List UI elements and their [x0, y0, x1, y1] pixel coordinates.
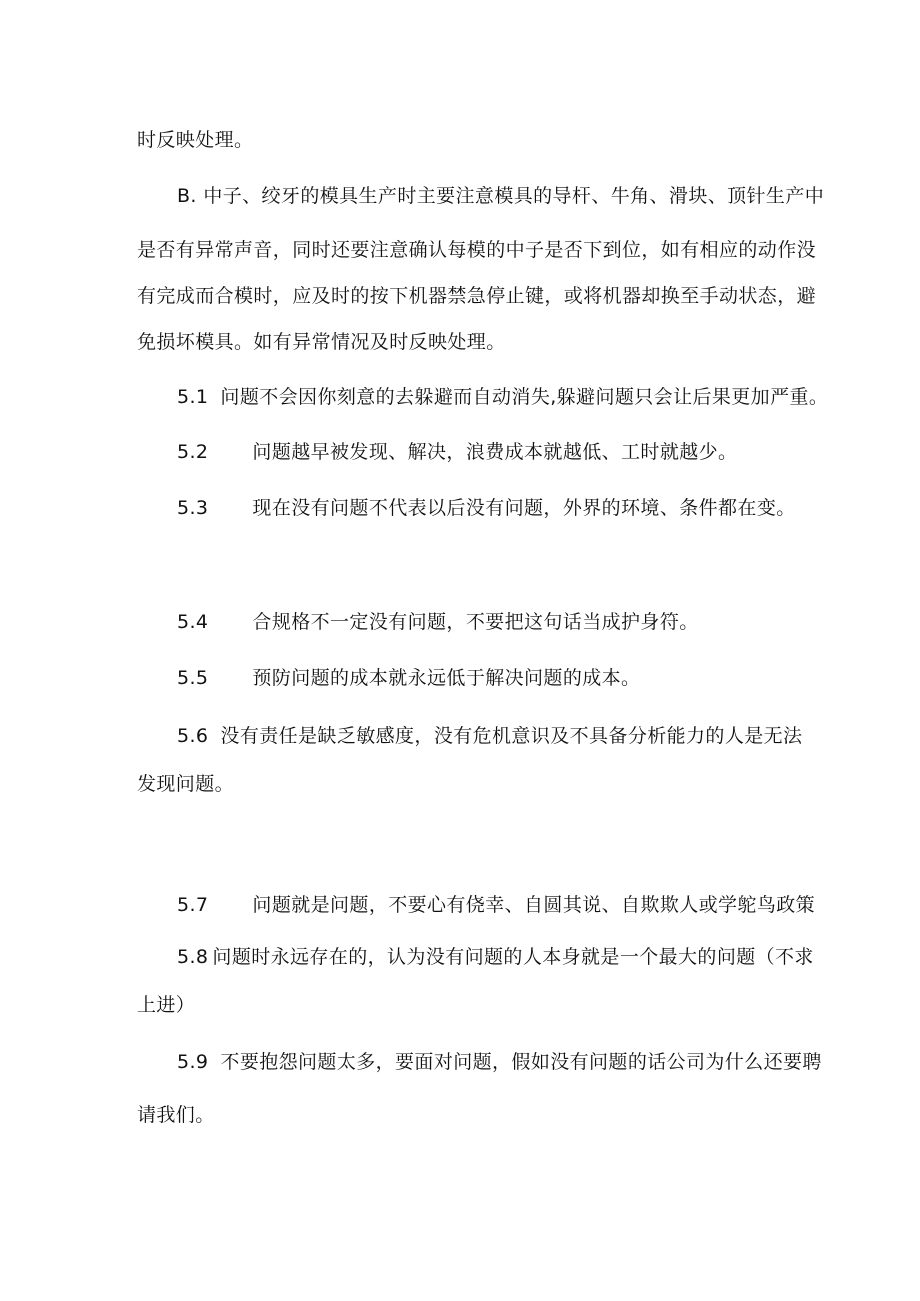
- item-number: 5.2: [177, 441, 209, 463]
- paragraph-b-line-3: 有完成而合模时，应及时的按下机器禁急停止键，或将机器却换至手动状态，避: [137, 285, 817, 307]
- item-5-2: [177, 440, 737, 464]
- item-5-6: [177, 724, 802, 748]
- item-5-3: [177, 496, 796, 520]
- item-5-8-continuation: 上进）: [137, 994, 196, 1016]
- item-text: 问题不会因你刻意的去躲避而自动消失,躲避问题只会让后果更加严重。: [220, 386, 829, 408]
- item-number: 5.9: [177, 1051, 209, 1073]
- item-number: 5.5: [177, 667, 209, 689]
- item-number: 5.6: [177, 725, 209, 747]
- item-5-9-continuation: 请我们。: [137, 1104, 215, 1126]
- item-5-9: [177, 1050, 822, 1074]
- paragraph-line: 时反映处理。: [137, 129, 254, 151]
- item-5-1: [177, 385, 828, 409]
- item-5-6-continuation: 发现问题。: [137, 773, 235, 795]
- item-number: 5.7: [177, 894, 209, 916]
- item-text: 问题时永远存在的，认为没有问题的人本身就是一个最大的问题（不求: [212, 946, 814, 968]
- item-text: 现在没有问题不代表以后没有问题，外界的环境、条件都在变。: [252, 497, 796, 519]
- item-text: 问题越早被发现、解决，浪费成本就越低、工时就越少。: [252, 441, 738, 463]
- item-5-4: [177, 610, 699, 634]
- item-5-8: [177, 945, 814, 969]
- item-5-7: [177, 893, 815, 917]
- item-number: 5.8: [177, 946, 209, 968]
- item-5-5: [177, 666, 640, 690]
- paragraph-b-line-1: B. 中子、绞牙的模具生产时主要注意模具的导杆、牛角、滑块、顶针生产中: [177, 185, 825, 207]
- item-text: 预防问题的成本就永远低于解决问题的成本。: [252, 667, 641, 689]
- item-text: 合规格不一定没有问题，不要把这句话当成护身符。: [252, 611, 699, 633]
- item-number: 5.3: [177, 497, 209, 519]
- item-text: 没有责任是缺乏敏感度，没有危机意识及不具备分析能力的人是无法: [220, 725, 803, 747]
- item-text: 问题就是问题，不要心有侥幸、自圆其说、自欺欺人或学鸵鸟政策: [252, 894, 816, 916]
- paragraph-b-line-2: 是否有异常声音，同时还要注意确认每模的中子是否下到位，如有相应的动作没: [137, 239, 817, 261]
- item-text: 不要抱怨问题太多，要面对问题，假如没有问题的话公司为什么还要聘: [220, 1051, 822, 1073]
- item-number: 5.1: [177, 386, 209, 408]
- item-number: 5.4: [177, 611, 209, 633]
- paragraph-b-line-4: 免损坏模具。如有异常情况及时反映处理。: [137, 331, 506, 353]
